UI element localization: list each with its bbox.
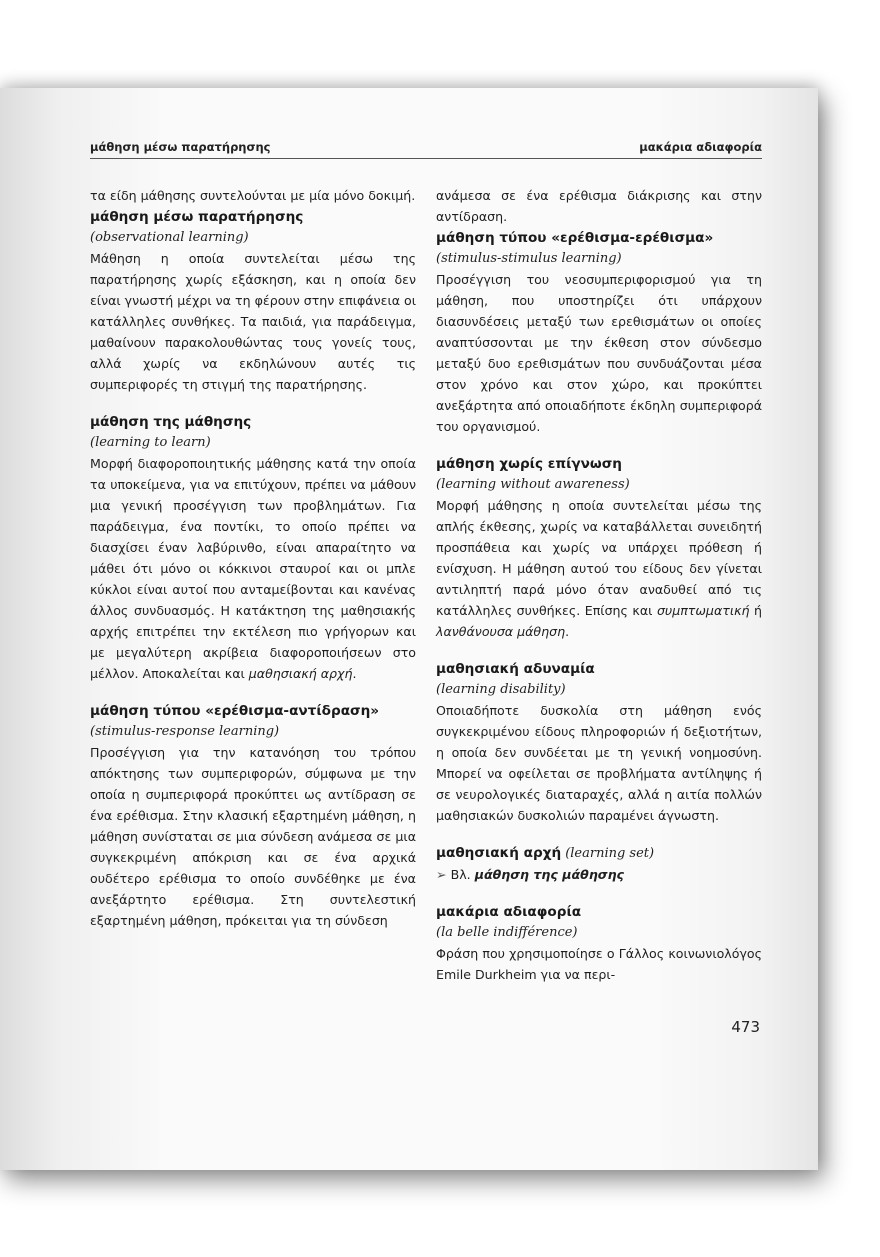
definition-text: Μορφή μάθησης η οποία συντελείται μέσω της απλής έκθεσης, χωρίς να καταβάλλεται συνειδητή προσπάθεια και χωρίς να υπάρχει πρόθεση ή ενίσχυση. Η μάθηση αυτού του είδους δεν γίνεται αντιληπτή παρά μόνο όταν αναδυθεί από τις κατάλληλες συνθήκες. Επίσης και (436, 498, 762, 618)
definition-end: . (565, 624, 570, 639)
definition-end: . (352, 666, 357, 681)
page-number: 473 (731, 1018, 760, 1036)
see-also-reference (436, 864, 762, 885)
entry-english: (stimulus-response learning) (90, 724, 280, 739)
running-header (90, 140, 762, 159)
entry-term: μάθηση της μάθησης (90, 414, 252, 430)
entry-term-line (436, 842, 762, 864)
entry-english: (learning disability) (436, 682, 566, 697)
header-left-term: μάθηση μέσω παρατήρησης (90, 140, 271, 154)
entry-english: (stimulus-stimulus learning) (436, 251, 622, 266)
entry-term: μαθησιακή αρχή (436, 845, 562, 861)
entry-definition: Οποιαδήποτε δυσκολία στη μάθηση ενός συγκεκριμένου είδους πληροφοριών ή δεξιοτήτων, η οποία δεν συνδέεται με τη γενική νοημοσύνη. Μπορεί να οφείλεται σε προβλήματα αντίληψης ή σε νευρολογικές διαταραχές, αλλά η αιτία πολλών μαθησιακών δυσκολιών παραμένει άγνωστη. (436, 703, 762, 823)
entry-term: μαθησιακή αδυναμία (436, 661, 595, 677)
entry-english: (learning without awareness) (436, 477, 630, 492)
entry-english: (observational learning) (90, 230, 249, 245)
dictionary-entry (436, 227, 762, 437)
entry-term: μάθηση χωρίς επίγνωση (436, 456, 622, 472)
cross-reference-term: συμπτωματική (656, 603, 750, 618)
entry-definition (436, 495, 762, 642)
entry-definition: Μάθηση η οποία συντελείται μέσω της παρατήρησης χωρίς εξάσκηση, και η οποία δεν είναι γνωστή μέχρι να τη φέρουν στην επιφάνεια οι κατάλληλες συνθήκες. Τα παιδιά, για παράδειγμα, μαθαίνουν παρακολουθώντας τους γονείς τους, αλλά χωρίς να εκδηλώνουν αυτές τις συμπεριφορές τη στιγμή της παρατήρησης. (90, 251, 416, 392)
see-label: Βλ. (450, 867, 471, 882)
dictionary-entry (436, 842, 762, 885)
definition-text: Μορφή διαφοροποιητικής μάθησης κατά την οποία τα υποκείμενα, για να επιτύχουν, πρέπει να μάθουν μια γενική προσέγγιση των προβλημάτων. Για παράδειγμα, ένα ποντίκι, το οποίο πρέπει να διασχίσει έναν λαβύρινθο, είναι απαραίτητο να μάθει ότι μόνο οι κόκκινοι σταυροί και οι μπλε κύκλοι είναι αυτοί που ανταμείβονται και κανένας άλλος συνδυασμός. Η κατάκτηση της μαθησιακής αρχής επιτρέπει την εκτέλεση πιο γρήγορων και με μεγαλύτερη ακρίβεια διαφοροποιήσεων στο μέλλον. Αποκαλείται και (90, 456, 416, 681)
dictionary-entry (90, 206, 416, 395)
continuation-text: τα είδη μάθησης συντελούνται με μία μόνο δοκιμή. (90, 188, 416, 203)
dictionary-entry (90, 411, 416, 684)
definition-connector: ή (749, 603, 762, 618)
left-column (90, 185, 416, 947)
entry-english: (learning to learn) (90, 435, 211, 450)
header-right-term: μακάρια αδιαφορία (639, 140, 762, 154)
dictionary-entry (436, 658, 762, 826)
entry-term: μακάρια αδιαφορία (436, 904, 582, 920)
entry-definition: Προσέγγιση του νεοσυμπεριφορισμού για τη μάθηση, που υποστηρίζει ότι υπάρχουν διασυνδέσεις μεταξύ των ερεθισμάτων οι οποίες αναπτύσσονται με την έκθεση στον σύνδεσμο μεταξύ δυο ερεθισμάτων που συνδυάζονται μέσα στον χρόνο και στον χώρο, και προκύπτει ανεξάρτητα από οποιαδήποτε έκδηλη συμπεριφορά του οργανισμού. (436, 272, 762, 434)
entry-definition: Φράση που χρησιμοποίησε ο Γάλλος κοινωνιολόγος Emile Durkheim για να περι- (436, 946, 762, 982)
entry-english: (la belle indifférence) (436, 925, 578, 940)
see-arrow-icon: ➢ (436, 867, 447, 882)
dictionary-entry (90, 700, 416, 931)
continuation-text: ανάμεσα σε ένα ερέθισμα διάκρισης και στην αντίδραση. (436, 188, 762, 224)
entry-definition: Προσέγγιση για την κατανόηση του τρόπου απόκτησης των συμπεριφορών, σύμφωνα με την οποία η συμπεριφορά προκύπτει ως αντίδραση σε ένα ερέθισμα. Στην κλασική εξαρτημένη μάθηση, η μάθηση συνίσταται σε μια σύνδεση ανάμεσα σε μια συγκεκριμένη απόκριση και σε ένα αρχικά ουδέτερο ερέθισμα το οποίο συνδέθηκε με ένα ανεξάρτητο ερέθισμα. Στη συντελεστική εξαρτημένη μάθηση, πρόκειται για τη σύνδεση (90, 745, 416, 928)
book-page (0, 88, 818, 1170)
dictionary-entry (436, 453, 762, 642)
entry-term: μάθηση τύπου «ερέθισμα-αντίδραση» (90, 703, 380, 719)
entry-definition (90, 453, 416, 684)
entry-term: μάθηση μέσω παρατήρησης (90, 209, 304, 225)
right-column (436, 185, 762, 1001)
entry-english: (learning set) (565, 846, 655, 861)
cross-reference-term: λανθάνουσα μάθηση (436, 624, 566, 639)
entry-term: μάθηση τύπου «ερέθισμα-ερέθισμα» (436, 230, 714, 246)
see-target: μάθηση της μάθησης (474, 867, 625, 882)
cross-reference-term: μαθησιακή αρχή (248, 666, 353, 681)
dictionary-entry (436, 901, 762, 985)
